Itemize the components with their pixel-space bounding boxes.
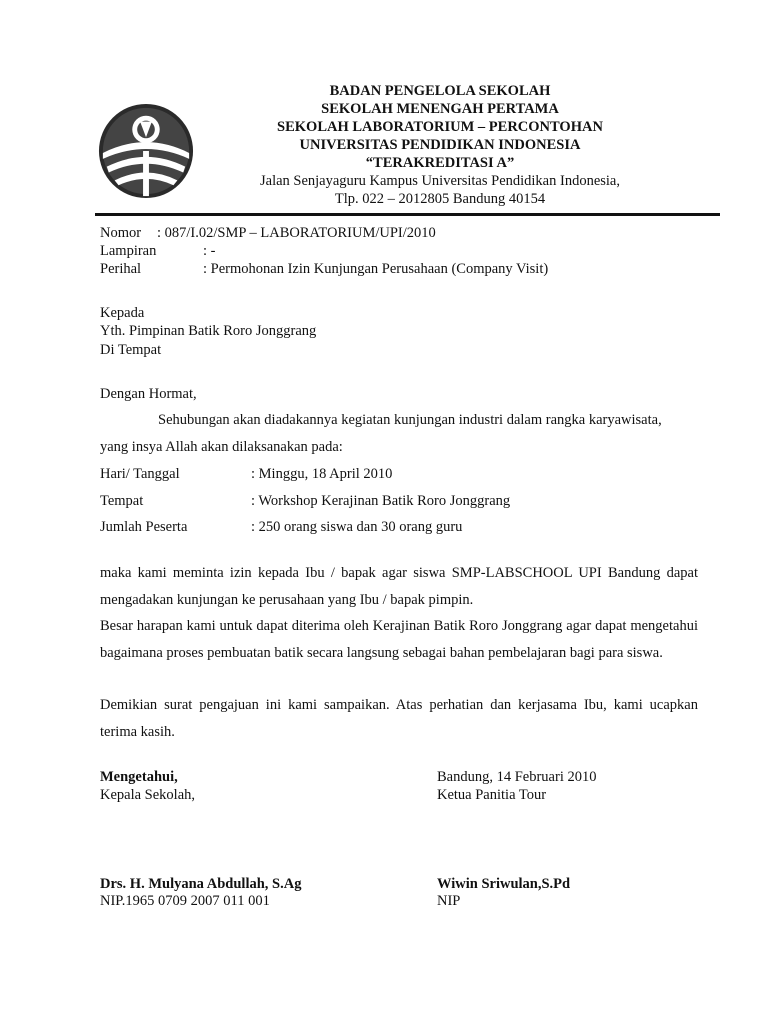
- nomor-label: Nomor: [100, 225, 142, 241]
- address-line: Jalan Senjayaguru Kampus Universitas Pendidikan Indonesia,: [259, 173, 620, 189]
- detail-value: : 250 orang siswa dan 30 orang guru: [251, 519, 463, 535]
- letterhead: [215, 82, 665, 208]
- signer-nip: NIP.1965 0709 2007 011 001: [100, 893, 270, 909]
- recipient-line: Di Tempat: [100, 342, 162, 358]
- nomor-value: : 087/I.02/SMP – LABORATORIUM/UPI/2010: [157, 225, 436, 241]
- body-paragraph: Besar harapan kami untuk dapat diterima oleh Kerajinan Batik Roro Jonggrang agar dapat mengetahui bagaimana proses pembuatan batik secara langsung sebagai bahan pembelajaran bagi para siswa.: [100, 618, 698, 661]
- letterhead-line: SEKOLAH LABORATORIUM – PERCONTOHAN: [277, 119, 603, 135]
- intro-text: Sehubungan akan diadakannya kegiatan kunjungan industri dalam rangka karyawisata,: [158, 412, 662, 428]
- intro-text-2: yang insya Allah akan dilaksanakan pada:: [100, 439, 343, 455]
- letterhead-line: BADAN PENGELOLA SEKOLAH: [329, 83, 551, 99]
- accreditation-line: “TERAKREDITASI A”: [365, 155, 515, 171]
- university-logo: [97, 102, 195, 200]
- detail-label: Hari/ Tanggal: [100, 466, 180, 482]
- signature-heading: Mengetahui,: [100, 769, 178, 785]
- signer-nip: NIP: [437, 893, 461, 909]
- header-divider: [95, 213, 720, 216]
- detail-value: : Minggu, 18 April 2010: [251, 466, 393, 482]
- detail-value: : Workshop Kerajinan Batik Roro Jonggrang: [251, 493, 511, 509]
- recipient-line: Kepada: [100, 305, 145, 321]
- greeting: Dengan Hormat,: [100, 386, 197, 402]
- perihal-label: Perihal: [100, 261, 142, 277]
- letterhead-line: UNIVERSITAS PENDIDIKAN INDONESIA: [299, 137, 581, 153]
- perihal-value: : Permohonan Izin Kunjungan Perusahaan (Company Visit): [203, 261, 549, 277]
- closing-paragraph: Demikian surat pengajuan ini kami sampaikan. Atas perhatian dan kerjasama Ibu, kami ucapkan terima kasih.: [100, 697, 698, 740]
- signer-name: Drs. H. Mulyana Abdullah, S.Ag: [100, 876, 302, 892]
- detail-label: Tempat: [100, 493, 144, 509]
- recipient-line: Yth. Pimpinan Batik Roro Jonggrang: [100, 323, 317, 339]
- detail-label: Jumlah Peserta: [100, 519, 188, 535]
- letterhead-line: SEKOLAH MENENGAH PERTAMA: [321, 101, 559, 117]
- signer-name: Wiwin Sriwulan,S.Pd: [437, 876, 571, 892]
- signature-role: Ketua Panitia Tour: [437, 787, 547, 803]
- phone-line: Tlp. 022 – 2012805 Bandung 40154: [334, 191, 546, 207]
- lampiran-label: Lampiran: [100, 243, 157, 259]
- lampiran-value: : -: [203, 243, 216, 259]
- signature-role: Kepala Sekolah,: [100, 787, 196, 803]
- letter-date: Bandung, 14 Februari 2010: [437, 769, 597, 785]
- body-paragraph: maka kami meminta izin kepada Ibu / bapak agar siswa SMP-LABSCHOOL UPI Bandung dapat mengadakan kunjungan ke perusahaan yang Ibu / bapak pimpin.: [100, 565, 698, 608]
